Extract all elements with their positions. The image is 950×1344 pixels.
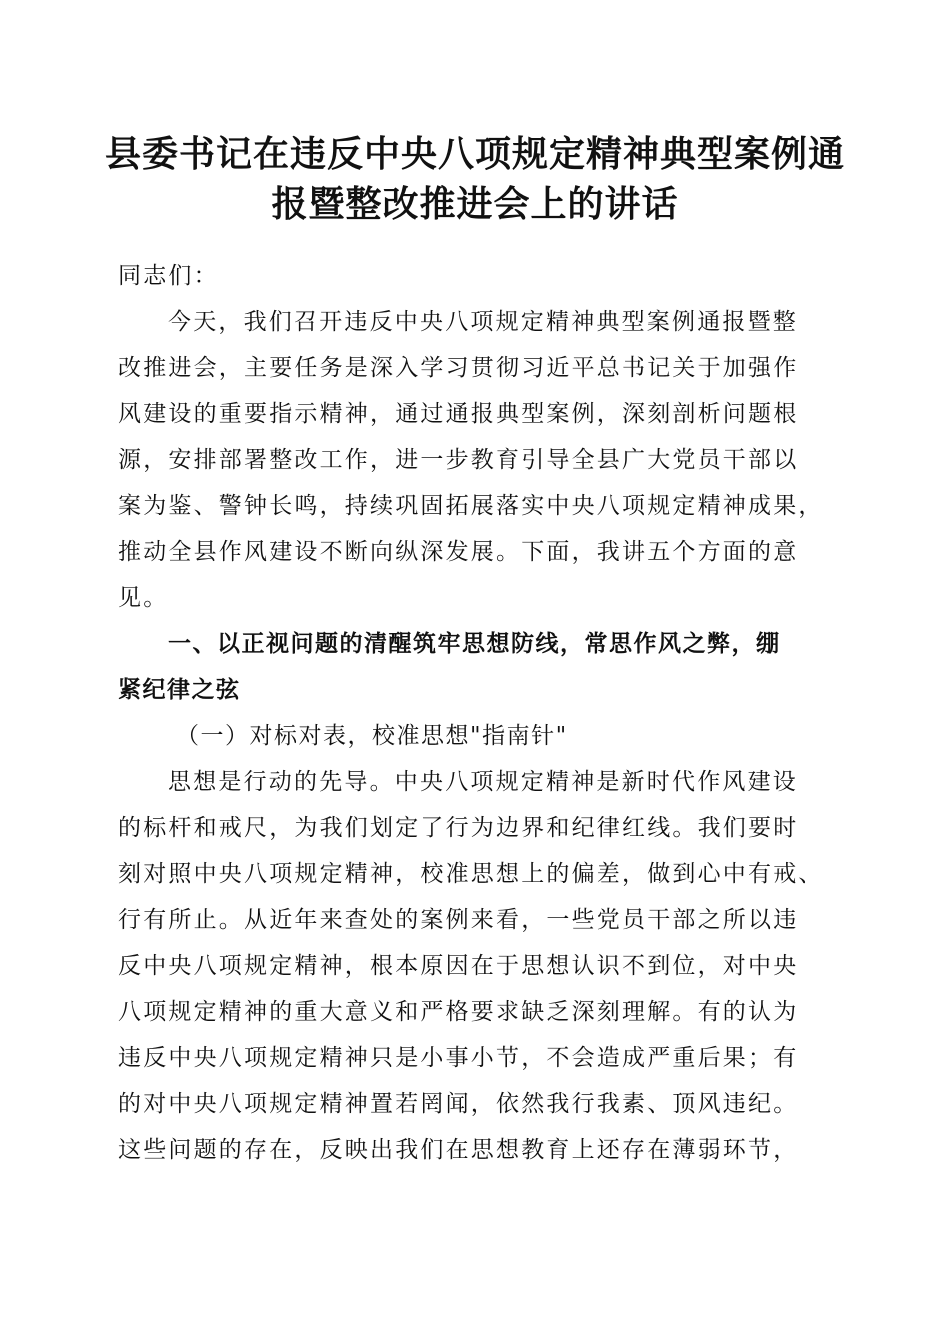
body-line: 刻对照中央八项规定精神，校准思想上的偏差，做到心中有戒、 bbox=[118, 861, 824, 887]
title-line-2: 报暨整改推进会上的讲话 bbox=[271, 184, 679, 225]
intro-line: 案为鉴、警钟长鸣，持续巩固拓展落实中央八项规定精神成果， bbox=[118, 493, 824, 519]
body-line: 的标杆和戒尺，为我们划定了行为边界和纪律红线。我们要时 bbox=[118, 815, 799, 841]
body-line: 行有所止。从近年来查处的案例来看，一些党员干部之所以违 bbox=[118, 907, 799, 933]
intro-line: 今天，我们召开违反中央八项规定精神典型案例通报暨整 bbox=[168, 309, 798, 335]
document-title bbox=[100, 130, 850, 230]
intro-line: 风建设的重要指示精神，通过通报典型案例，深刻剖析问题根 bbox=[118, 401, 799, 427]
intro-paragraph bbox=[118, 299, 830, 621]
body-line: 这些问题的存在，反映出我们在思想教育上还存在薄弱环节， bbox=[118, 1137, 799, 1163]
intro-line: 推动全县作风建设不断向纵深发展。下面，我讲五个方面的意 bbox=[118, 539, 799, 565]
body-line: 反中央八项规定精神，根本原因在于思想认识不到位，对中央 bbox=[118, 953, 799, 979]
body-line: 的对中央八项规定精神置若罔闻，依然我行我素、顶风违纪。 bbox=[118, 1091, 799, 1117]
salutation: 同志们： bbox=[118, 263, 219, 289]
body-line: 违反中央八项规定精神只是小事小节，不会造成严重后果；有 bbox=[118, 1045, 799, 1071]
title-line-1: 县委书记在违反中央八项规定精神典型案例通 bbox=[104, 134, 845, 175]
section-heading-line: 紧纪律之弦 bbox=[118, 677, 241, 703]
body-line: 思想是行动的先导。中央八项规定精神是新时代作风建设 bbox=[168, 769, 798, 795]
section-heading-line: 一、以正视问题的清醒筑牢思想防线，常思作风之弊，绷 bbox=[168, 631, 781, 657]
document-body bbox=[118, 253, 830, 1173]
subsection-1-heading: （一）对标对表，校准思想"指南针" bbox=[176, 723, 568, 749]
section-1-heading bbox=[118, 621, 830, 713]
subsection-1-paragraph bbox=[118, 759, 830, 1173]
intro-line: 改推进会，主要任务是深入学习贯彻习近平总书记关于加强作 bbox=[118, 355, 799, 381]
body-line: 八项规定精神的重大意义和严格要求缺乏深刻理解。有的认为 bbox=[118, 999, 799, 1025]
intro-line: 见。 bbox=[118, 585, 169, 611]
intro-line: 源，安排部署整改工作，进一步教育引导全县广大党员干部以 bbox=[118, 447, 799, 473]
